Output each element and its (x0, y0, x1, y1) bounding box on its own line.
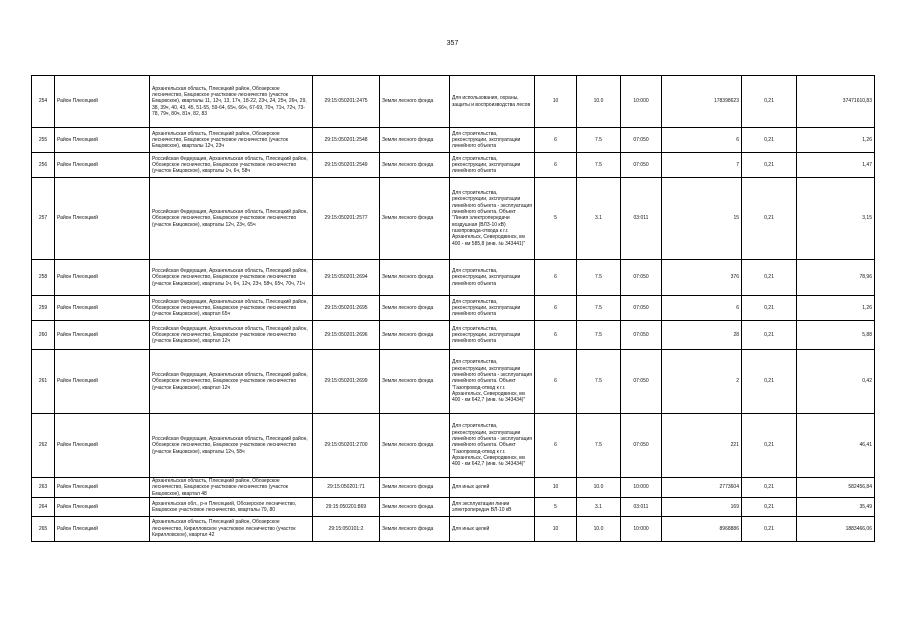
area-cell: 2 (662, 350, 742, 414)
cadastral-number-cell: 29:15:050201:2475 (313, 76, 380, 128)
amount-cell: 78,96 (797, 260, 875, 296)
location-cell: Архангельская область, Плесецкий район, Обозерское лесничество, Кирилловское участковое лесничество (участок Кирилловское), квартал 42 (150, 516, 313, 541)
tax-rate-cell: 0,21 (742, 516, 797, 541)
class-code-cell: 6 (535, 321, 577, 350)
use-code-cell: 10:000 (621, 516, 662, 541)
location-cell: Российская Федерация, Архангельская область, Плесецкий район, Обозерское лесничество, Емцовское участковое лесничество (участок Емцовское), кварталы 1ч, 6ч, 12ч, 23ч, 58ч, 65ч, 70ч, 71ч (150, 260, 313, 296)
area-cell: 169 (662, 497, 742, 516)
area-cell: 221 (662, 414, 742, 478)
location-cell: Архангельская область, Плесецкий район, Обозерское лесничество, Емцовское участковое лесничество (участок Емцовское), кварталы 11, 12ч, 13, 17ч, 18-22, 23ч, 24, 25ч, 26ч, 29, 38, 39ч, 40, 43, 45, 51-55, 59-64, 65ч, 66ч, 67-69, 70ч, 71ч, 72ч, 73-78, 79ч, 80ч, 81ч, 82, 83 (150, 76, 313, 128)
use-code-cell: 07:050 (621, 350, 662, 414)
area-cell: 178398623 (662, 76, 742, 128)
use-code-cell: 07:050 (621, 321, 662, 350)
district-cell: Район Плесецкий (55, 350, 150, 414)
area-cell: 7 (662, 153, 742, 178)
table-row (32, 153, 875, 178)
permitted-use-cell: Для иных целей (450, 478, 535, 498)
rate-group-cell: 7.5 (577, 260, 621, 296)
land-category-cell: Земли лесного фонда (380, 153, 450, 178)
amount-cell: 3,15 (797, 178, 875, 260)
table-row (32, 178, 875, 260)
amount-cell: 1,26 (797, 128, 875, 153)
class-code-cell: 5 (535, 497, 577, 516)
district-cell: Район Плесецкий (55, 497, 150, 516)
rate-group-cell: 7.5 (577, 350, 621, 414)
land-category-cell: Земли лесного фонда (380, 260, 450, 296)
class-code-cell: 6 (535, 350, 577, 414)
location-cell: Российская Федерация, Архангельская область, Плесецкий район, Обозерское лесничество, Емцовское участковое лесничество (участок Емцовское), квартал 12ч (150, 350, 313, 414)
rate-group-cell: 7.5 (577, 153, 621, 178)
class-code-cell: 6 (535, 260, 577, 296)
use-code-cell: 10:000 (621, 478, 662, 498)
permitted-use-cell: Для иных целей (450, 516, 535, 541)
land-category-cell: Земли лесного фонда (380, 128, 450, 153)
rate-group-cell: 7.5 (577, 414, 621, 478)
cadastral-number-cell: 29:15:050101:2 (313, 516, 380, 541)
area-cell: 6 (662, 296, 742, 321)
cadastral-number-cell: 29:15:050201:2695 (313, 296, 380, 321)
tax-rate-cell: 0,21 (742, 260, 797, 296)
amount-cell: 0,42 (797, 350, 875, 414)
district-cell: Район Плесецкий (55, 516, 150, 541)
table-row (32, 321, 875, 350)
rate-group-cell: 10.0 (577, 76, 621, 128)
row-number-cell: 263 (32, 478, 55, 498)
district-cell: Район Плесецкий (55, 414, 150, 478)
permitted-use-cell: Для использования, охраны, защиты и воспроизводства лесов (450, 76, 535, 128)
district-cell: Район Плесецкий (55, 153, 150, 178)
table-row (32, 497, 875, 516)
table-row (32, 414, 875, 478)
rate-group-cell: 7.5 (577, 321, 621, 350)
class-code-cell: 5 (535, 178, 577, 260)
area-cell: 8968886 (662, 516, 742, 541)
location-cell: Архангельская обл., р-н Плесецкий, Обозерское лесничество, Емцовское участковое лесничество, кварталы 79, 80 (150, 497, 313, 516)
table-row (32, 478, 875, 498)
use-code-cell: 07:050 (621, 296, 662, 321)
class-code-cell: 10 (535, 516, 577, 541)
permitted-use-cell: Для строительства, реконструкции, эксплуатации линейного объекта - эксплуатация линейного объекта. Объект "Газопровод-отвод к г.г. Архангельск, Северодвинск, км 400 - км 642,7 (инв. № 343434)" (450, 414, 535, 478)
table-row (32, 516, 875, 541)
amount-cell: 5,88 (797, 321, 875, 350)
class-code-cell: 10 (535, 76, 577, 128)
use-code-cell: 07:050 (621, 128, 662, 153)
amount-cell: 1,26 (797, 296, 875, 321)
row-number-cell: 262 (32, 414, 55, 478)
class-code-cell: 6 (535, 153, 577, 178)
use-code-cell: 03:011 (621, 178, 662, 260)
tax-rate-cell: 0,21 (742, 128, 797, 153)
permitted-use-cell: Для строительства, реконструкции, эксплуатации линейного объекта (450, 321, 535, 350)
area-cell: 2773604 (662, 478, 742, 498)
location-cell: Российская Федерация, Архангельская область, Плесецкий район, Обозерское лесничество, Емцовское участковое лесничество (участок Емцовское), кварталы 12ч, 58ч (150, 414, 313, 478)
rate-group-cell: 7.5 (577, 128, 621, 153)
row-number-cell: 257 (32, 178, 55, 260)
class-code-cell: 6 (535, 128, 577, 153)
district-cell: Район Плесецкий (55, 296, 150, 321)
cadastral-number-cell: 29:15:050201:71 (313, 478, 380, 498)
row-number-cell: 265 (32, 516, 55, 541)
table-row (32, 350, 875, 414)
amount-cell: 1883466,06 (797, 516, 875, 541)
amount-cell: 37471610,83 (797, 76, 875, 128)
amount-cell: 582456,84 (797, 478, 875, 498)
location-cell: Российская Федерация, Архангельская область, Плесецкий район, Обозерское лесничество, Емцовское участковое лесничество (участок Емцовское), квартал 65ч (150, 296, 313, 321)
tax-rate-cell: 0,21 (742, 350, 797, 414)
land-category-cell: Земли лесного фонда (380, 516, 450, 541)
land-category-cell: Земли лесного фонда (380, 321, 450, 350)
row-number-cell: 254 (32, 76, 55, 128)
area-cell: 15 (662, 178, 742, 260)
tax-rate-cell: 0,21 (742, 497, 797, 516)
cadastral-number-cell: 29:15:050201:2694 (313, 260, 380, 296)
row-number-cell: 255 (32, 128, 55, 153)
land-category-cell: Земли лесного фонда (380, 414, 450, 478)
permitted-use-cell: Для строительства, реконструкции, эксплуатации линейного объекта (450, 128, 535, 153)
location-cell: Архангельская область, Плесецкий район, Обозерское лесничество, Емцовское участковое лесничество (участок Емцовское), кварталы 12ч, 23ч (150, 128, 313, 153)
use-code-cell: 10:000 (621, 76, 662, 128)
location-cell: Российская Федерация, Архангельская область, Плесецкий район, Обозерское лесничество, Емцовское участковое лесничество (участок Емцовское), кварталы 12ч, 23ч, 65ч (150, 178, 313, 260)
table-row (32, 260, 875, 296)
use-code-cell: 07:050 (621, 153, 662, 178)
permitted-use-cell: Для эксплуатации линии электропередач ВЛ-10 кВ (450, 497, 535, 516)
use-code-cell: 07:050 (621, 260, 662, 296)
land-category-cell: Земли лесного фонда (380, 178, 450, 260)
location-cell: Архангельская область, Плесецкий район, Обозерское лесничество, Емцовское участковое лесничество (участок Емцовское), квартал 48 (150, 478, 313, 498)
tax-rate-cell: 0,21 (742, 321, 797, 350)
tax-rate-cell: 0,21 (742, 478, 797, 498)
tax-rate-cell: 0,21 (742, 178, 797, 260)
land-category-cell: Земли лесного фонда (380, 350, 450, 414)
tax-rate-cell: 0,21 (742, 296, 797, 321)
rate-group-cell: 10.0 (577, 516, 621, 541)
table-row (32, 296, 875, 321)
permitted-use-cell: Для строительства, реконструкции, эксплуатации линейного объекта - эксплуатация линейного объекта. Объект "Газопровод-отвод к г.г. Архангельск, Северодвинск, км 400 - км 642,7 (инв. № 343434)" (450, 350, 535, 414)
land-registry-table (31, 75, 875, 542)
row-number-cell: 256 (32, 153, 55, 178)
cadastral-number-cell: 29:15:050201:2548 (313, 128, 380, 153)
permitted-use-cell: Для строительства, реконструкции, эксплуатации линейного объекта (450, 260, 535, 296)
use-code-cell: 03:011 (621, 497, 662, 516)
cadastral-number-cell: 29:15:050201:2700 (313, 414, 380, 478)
district-cell: Район Плесецкий (55, 178, 150, 260)
tax-rate-cell: 0,21 (742, 76, 797, 128)
rate-group-cell: 3.1 (577, 178, 621, 260)
district-cell: Район Плесецкий (55, 478, 150, 498)
row-number-cell: 260 (32, 321, 55, 350)
district-cell: Район Плесецкий (55, 128, 150, 153)
class-code-cell: 6 (535, 414, 577, 478)
class-code-cell: 6 (535, 296, 577, 321)
amount-cell: 35,49 (797, 497, 875, 516)
tax-rate-cell: 0,21 (742, 153, 797, 178)
row-number-cell: 259 (32, 296, 55, 321)
land-category-cell: Земли лесного фонда (380, 296, 450, 321)
land-category-cell: Земли лесного фонда (380, 497, 450, 516)
land-category-cell: Земли лесного фонда (380, 76, 450, 128)
rate-group-cell: 3.1 (577, 497, 621, 516)
area-cell: 28 (662, 321, 742, 350)
row-number-cell: 261 (32, 350, 55, 414)
cadastral-number-cell: 29:15:050201:2577 (313, 178, 380, 260)
area-cell: 376 (662, 260, 742, 296)
permitted-use-cell: Для строительства, реконструкции, эксплуатации линейного объекта (450, 153, 535, 178)
table-row (32, 76, 875, 128)
permitted-use-cell: Для строительства, реконструкции, эксплуатации линейного объекта - эксплуатация линейного объекта. Объект "Линия электропередачи воздушная (ВЛЗ-10 кВ) газопровода-отвода к г.г. Архангельск, Северодвинск, км 400 - км 585,8 (инв. № 343441)" (450, 178, 535, 260)
location-cell: Российская Федерация, Архангельская область, Плесецкий район, Обозерское лесничество, Емцовское участковое лесничество (участок Емцовское), кварталы 1ч, 6ч, 58ч (150, 153, 313, 178)
cadastral-number-cell: 29:15:050201:869 (313, 497, 380, 516)
district-cell: Район Плесецкий (55, 260, 150, 296)
row-number-cell: 258 (32, 260, 55, 296)
page-number: 357 (446, 40, 459, 47)
table-row (32, 128, 875, 153)
tax-rate-cell: 0,21 (742, 414, 797, 478)
cadastral-number-cell: 29:15:050201:2699 (313, 350, 380, 414)
amount-cell: 1,47 (797, 153, 875, 178)
location-cell: Российская Федерация, Архангельская область, Плесецкий район, Обозерское лесничество, Емцовское участковое лесничество (участок Емцовское), квартал 12ч (150, 321, 313, 350)
class-code-cell: 10 (535, 478, 577, 498)
use-code-cell: 07:050 (621, 414, 662, 478)
area-cell: 6 (662, 128, 742, 153)
cadastral-number-cell: 29:15:050201:2696 (313, 321, 380, 350)
permitted-use-cell: Для строительства, реконструкции, эксплуатации линейного объекта (450, 296, 535, 321)
amount-cell: 46,41 (797, 414, 875, 478)
district-cell: Район Плесецкий (55, 321, 150, 350)
rate-group-cell: 7.5 (577, 296, 621, 321)
district-cell: Район Плесецкий (55, 76, 150, 128)
land-category-cell: Земли лесного фонда (380, 478, 450, 498)
rate-group-cell: 10.0 (577, 478, 621, 498)
row-number-cell: 264 (32, 497, 55, 516)
cadastral-number-cell: 29:15:050201:2549 (313, 153, 380, 178)
